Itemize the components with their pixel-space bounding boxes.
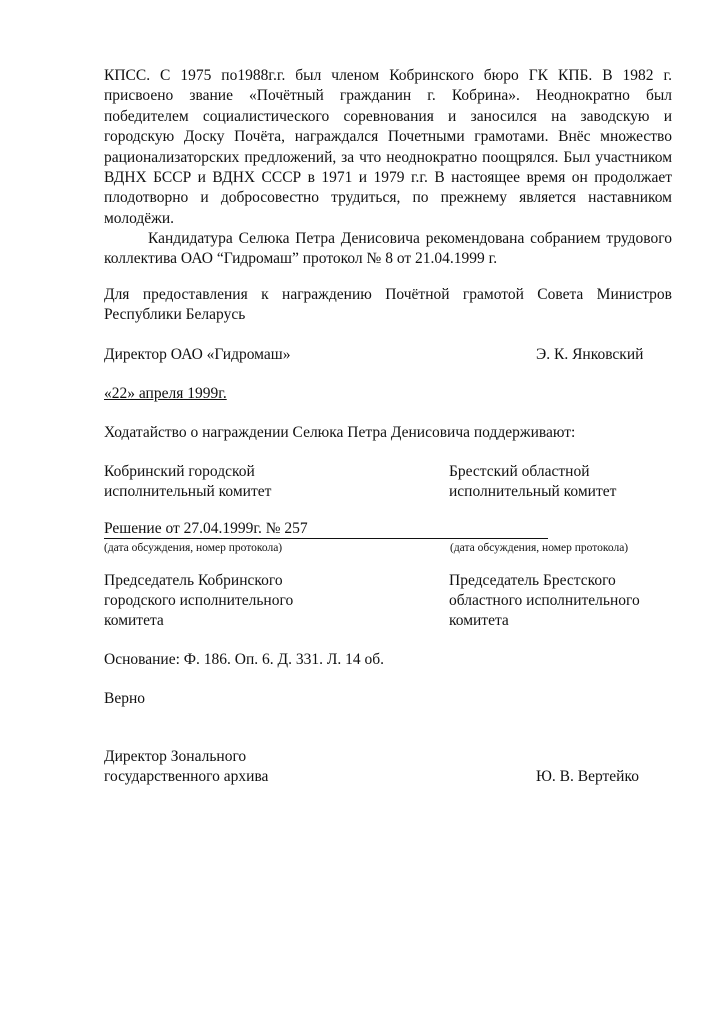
region-chair-line2: областного исполнительного bbox=[449, 592, 640, 609]
city-committee-line1: Кобринский городской bbox=[104, 463, 255, 480]
document-date: «22» апреля 1999г. bbox=[104, 385, 227, 402]
region-decision-caption: (дата обсуждения, номер протокола) bbox=[450, 542, 629, 554]
archive-director-title-line2: государственного архива bbox=[104, 768, 269, 785]
city-chair-line2: городского исполнительного bbox=[104, 592, 294, 609]
body-paragraph-1: КПСС. С 1975 по1988г.г. был членом Кобринского бюро ГК КПБ. В 1982 г. присвоено звание «Почётный гражданин г. Кобрина». Неоднократно был победителем социалистического соревнования и заносился на заводскую и городскую Доску Почёта, награждался Почетными грамотами. Внёс множество рационализаторских предложений, за что неоднократно поощрялся. Был участником ВДНХ БССР и ВДНХ СССР в 1971 и 1979 г.г. В настоящее время он продолжает плодотворно и добросовестно трудиться, по прежнему является наставником молодёжи. bbox=[104, 67, 672, 227]
director-title: Директор ОАО «Гидромаш» bbox=[104, 346, 291, 363]
body-paragraph-2: Кандидатура Селюка Петра Денисовича рекомендована собранием трудового коллектива ОАО “Гидромаш” протокол № 8 от 21.04.1999 г. bbox=[104, 230, 672, 268]
region-chair-line1: Председатель Брестского bbox=[449, 572, 616, 589]
city-committee-decision: Решение от 27.04.1999г. № 257 bbox=[104, 520, 308, 537]
region-committee-line2: исполнительный комитет bbox=[449, 483, 617, 500]
region-committee-line1: Брестский областной bbox=[449, 463, 590, 480]
city-chair-line1: Председатель Кобринского bbox=[104, 572, 283, 589]
archive-director-name: Ю. В. Вертейко bbox=[536, 768, 639, 785]
city-decision-caption: (дата обсуждения, номер протокола) bbox=[104, 542, 283, 554]
city-chair-line3: комитета bbox=[104, 612, 164, 629]
archive-director-title-line1: Директор Зонального bbox=[104, 748, 247, 765]
director-name: Э. К. Янковский bbox=[536, 346, 644, 363]
support-heading: Ходатайство о награждении Селюка Петра Денисовича поддерживают: bbox=[104, 424, 576, 441]
region-chair-line3: комитета bbox=[449, 612, 509, 629]
award-purpose: Для предоставления к награждению Почётной грамотой Совета Министров Республики Беларусь bbox=[104, 286, 672, 324]
archive-basis: Основание: Ф. 186. Оп. 6. Д. 331. Л. 14 об. bbox=[104, 651, 384, 668]
city-committee-line2: исполнительный комитет bbox=[104, 483, 272, 500]
decision-underline bbox=[104, 538, 548, 539]
certified-mark: Верно bbox=[104, 690, 146, 707]
